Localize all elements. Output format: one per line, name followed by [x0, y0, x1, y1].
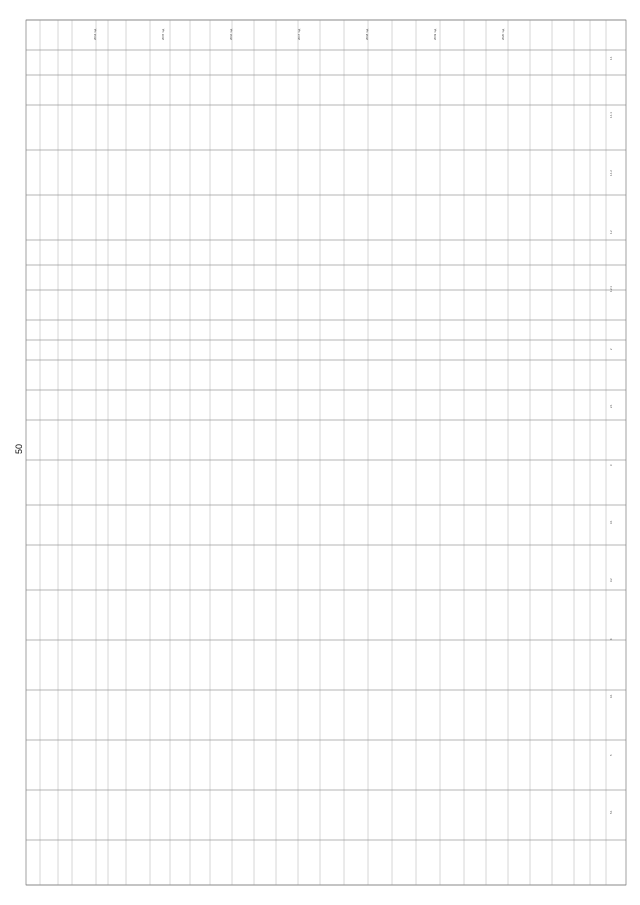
table-grid: [26, 20, 626, 885]
year-header: 2014 год: [93, 28, 97, 40]
year-header: 2017 год: [297, 28, 301, 40]
row-label: 4.1: [610, 694, 613, 698]
page-number: 50: [14, 443, 25, 455]
year-header: 2016 год: [229, 28, 233, 40]
table-labels: [93, 29, 613, 814]
row-label: 3.1: [610, 520, 613, 524]
row-label: 5: [610, 754, 613, 756]
row-label: 4: [610, 638, 613, 640]
year-header: 2018 год: [365, 28, 369, 40]
year-header: 2019 год: [433, 28, 437, 40]
year-header: 2015 год: [161, 28, 165, 40]
row-label: 1.1.1: [610, 112, 613, 118]
row-label: 1.1: [610, 56, 613, 60]
row-label: 2.1: [610, 404, 613, 408]
row-label: 1.2.1: [610, 286, 613, 292]
row-label: 1.2: [610, 230, 613, 234]
row-label: 1.1.2: [610, 170, 613, 176]
year-header: 2020 год: [501, 28, 505, 40]
row-label: 3: [610, 464, 613, 466]
row-label: 2: [610, 348, 613, 350]
row-label: 3.2: [610, 578, 613, 582]
row-label: 5.1: [610, 810, 613, 814]
